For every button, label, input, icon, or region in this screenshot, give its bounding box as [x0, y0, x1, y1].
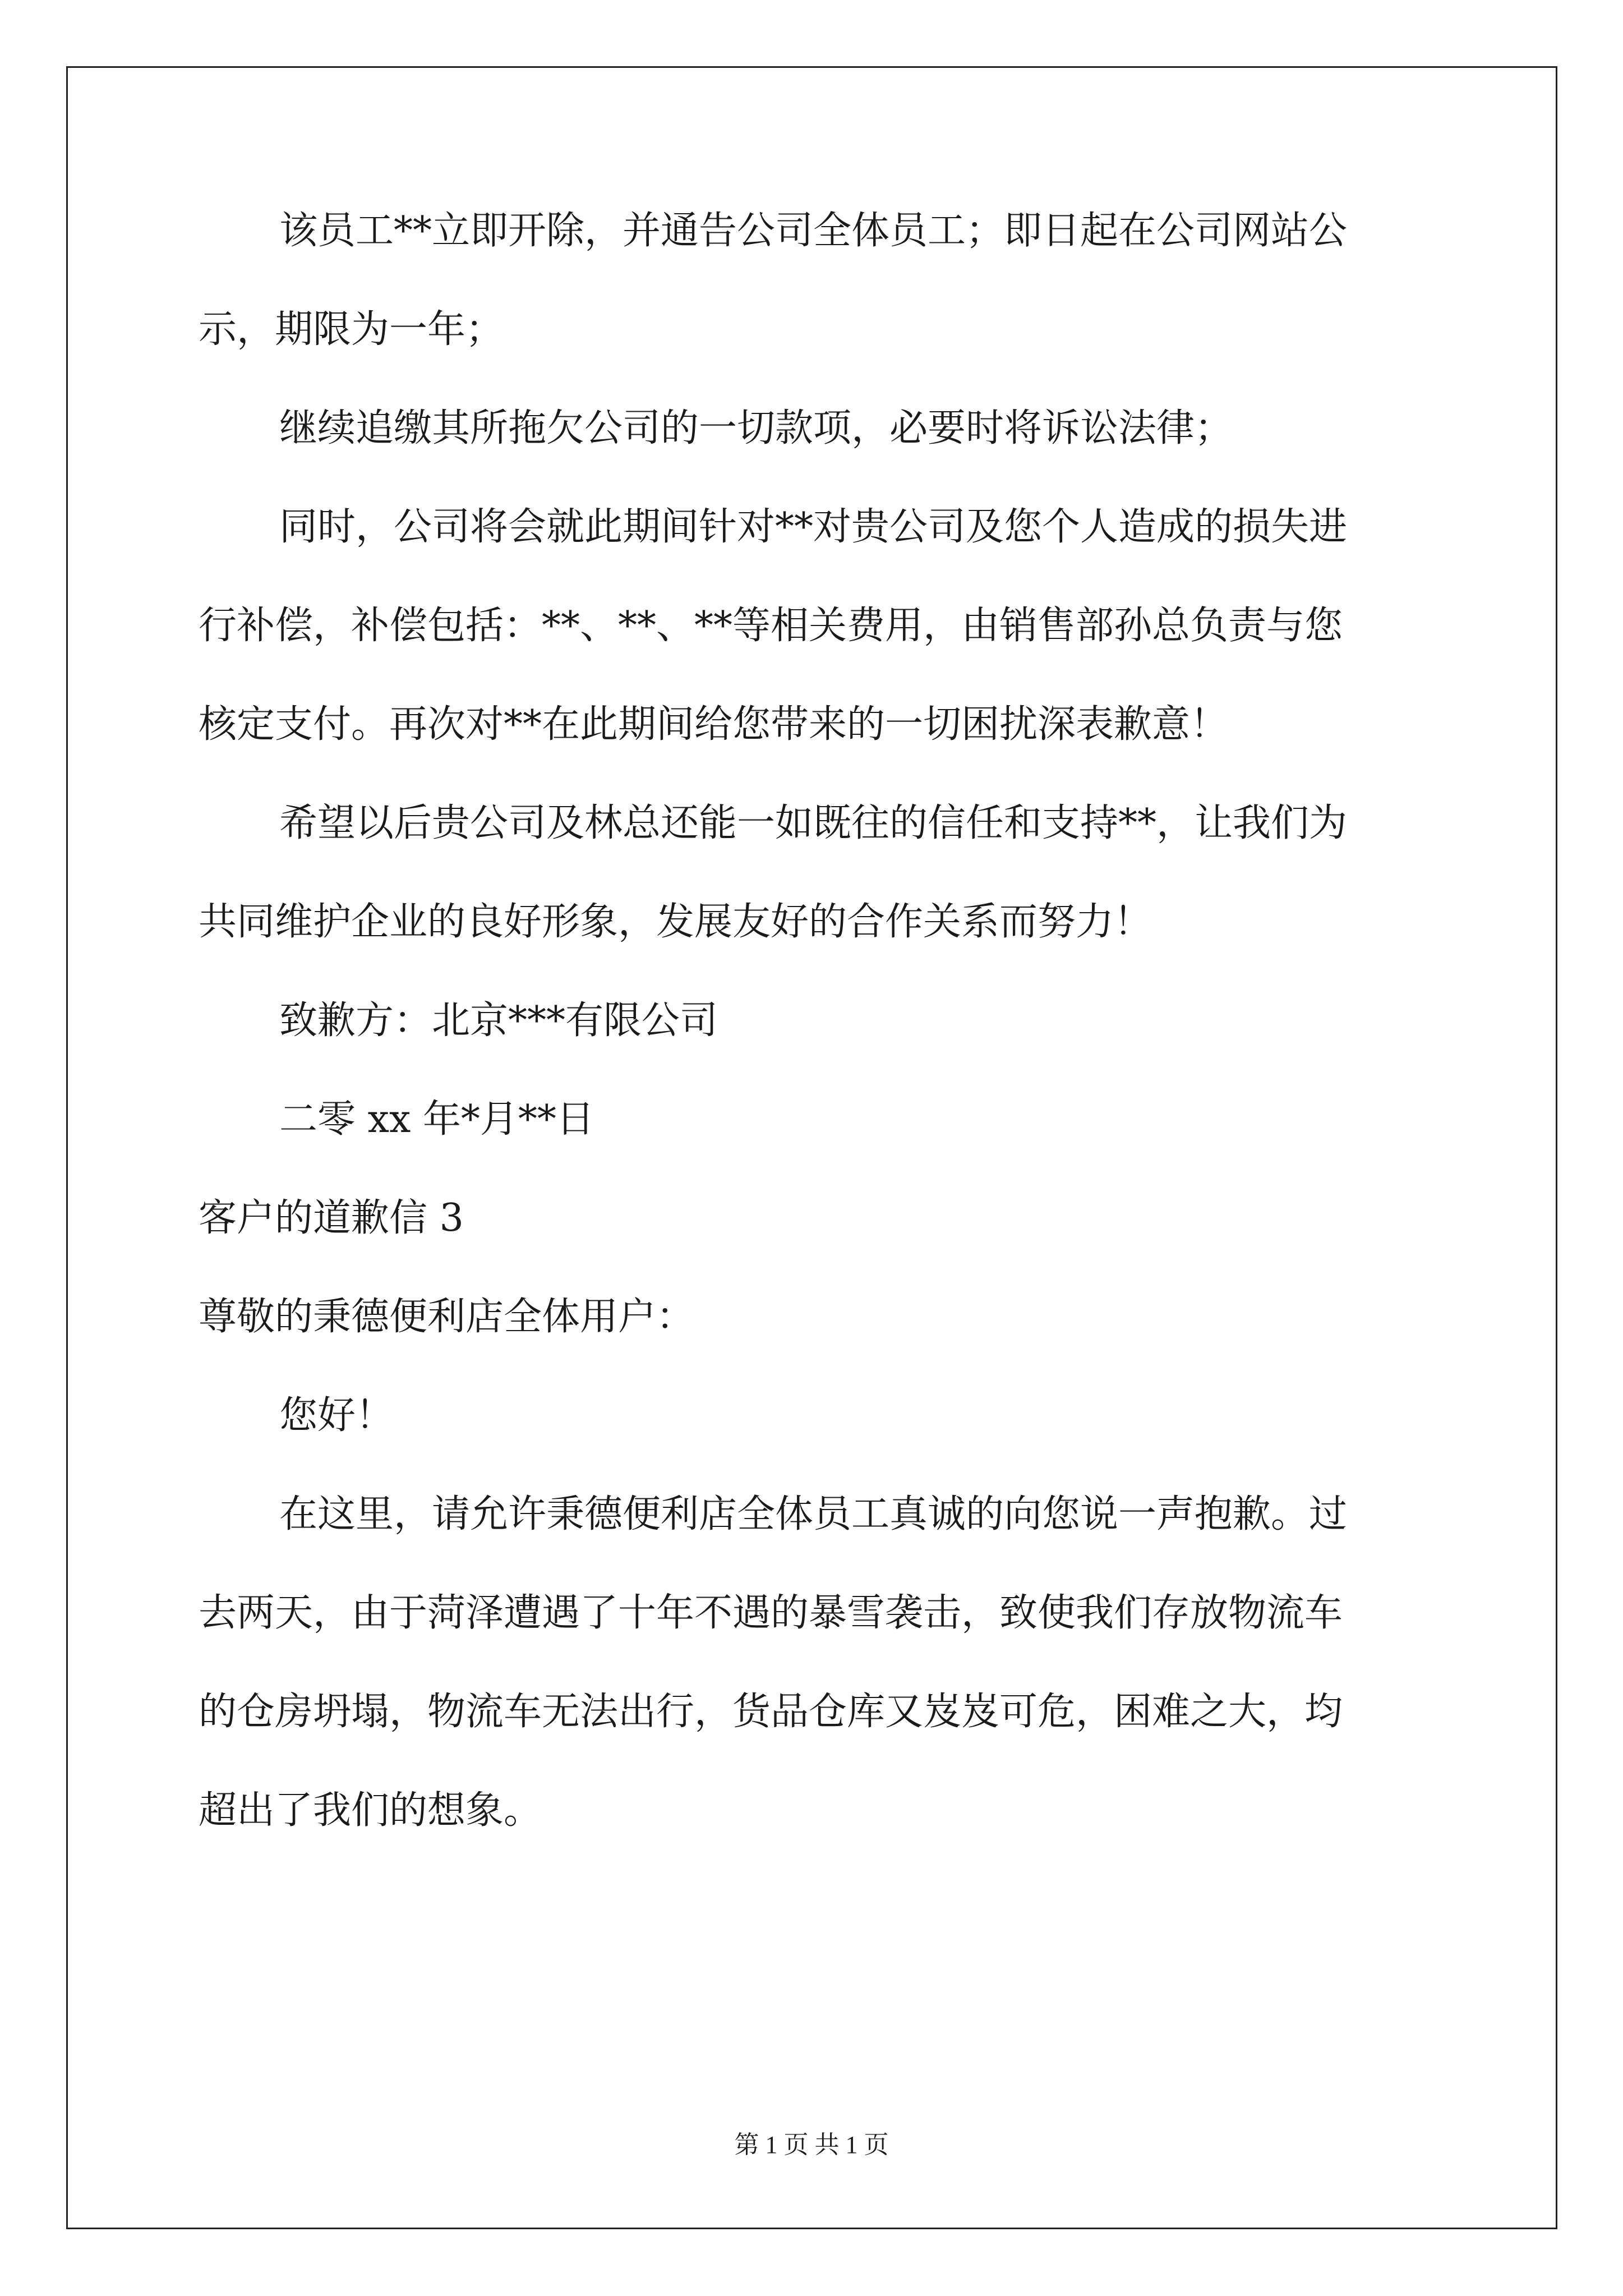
greeting: 您好！	[279, 1393, 394, 1438]
signature-line: 致歉方：北京***有限公司	[279, 999, 718, 1043]
page-border	[66, 66, 1557, 2229]
text-line: 示，期限为一年；	[199, 307, 504, 352]
text-line: 希望以后贵公司及林总还能一如既往的信任和支持**，让我们为	[279, 801, 1348, 845]
page-number: 第 1 页 共 1 页	[734, 2131, 889, 2159]
text-line: 核定支付。再次对**在此期间给您带来的一切困扰深表歉意！	[199, 702, 1229, 747]
text-line: 继续追缴其所拖欠公司的一切款项，必要时将诉讼法律；	[279, 406, 1233, 450]
text-line: 的仓房坍塌，物流车无法出行，货品仓库又岌岌可危，困难之大，均	[199, 1690, 1343, 1734]
salutation: 尊敬的秉德便利店全体用户：	[199, 1295, 695, 1339]
section-heading: 客户的道歉信 3	[199, 1196, 464, 1240]
date-line: 二零 xx 年*月**日	[279, 1097, 594, 1142]
text-line: 行补偿，补偿包括：**、**、**等相关费用，由销售部孙总负责与您	[199, 604, 1343, 648]
text-line: 在这里，请允许秉德便利店全体员工真诚的向您说一声抱歉。过	[279, 1492, 1348, 1536]
text-line: 超出了我们的想象。	[199, 1788, 542, 1833]
text-line: 同时，公司将会就此期间针对**对贵公司及您个人造成的损失进	[279, 505, 1348, 549]
text-line: 去两天，由于菏泽遭遇了十年不遇的暴雪袭击，致使我们存放物流车	[199, 1591, 1343, 1635]
text-line: 共同维护企业的良好形象，发展友好的合作关系而努力！	[199, 900, 1152, 944]
text-line: 该员工**立即开除，并通告公司全体员工；即日起在公司网站公	[279, 209, 1348, 253]
